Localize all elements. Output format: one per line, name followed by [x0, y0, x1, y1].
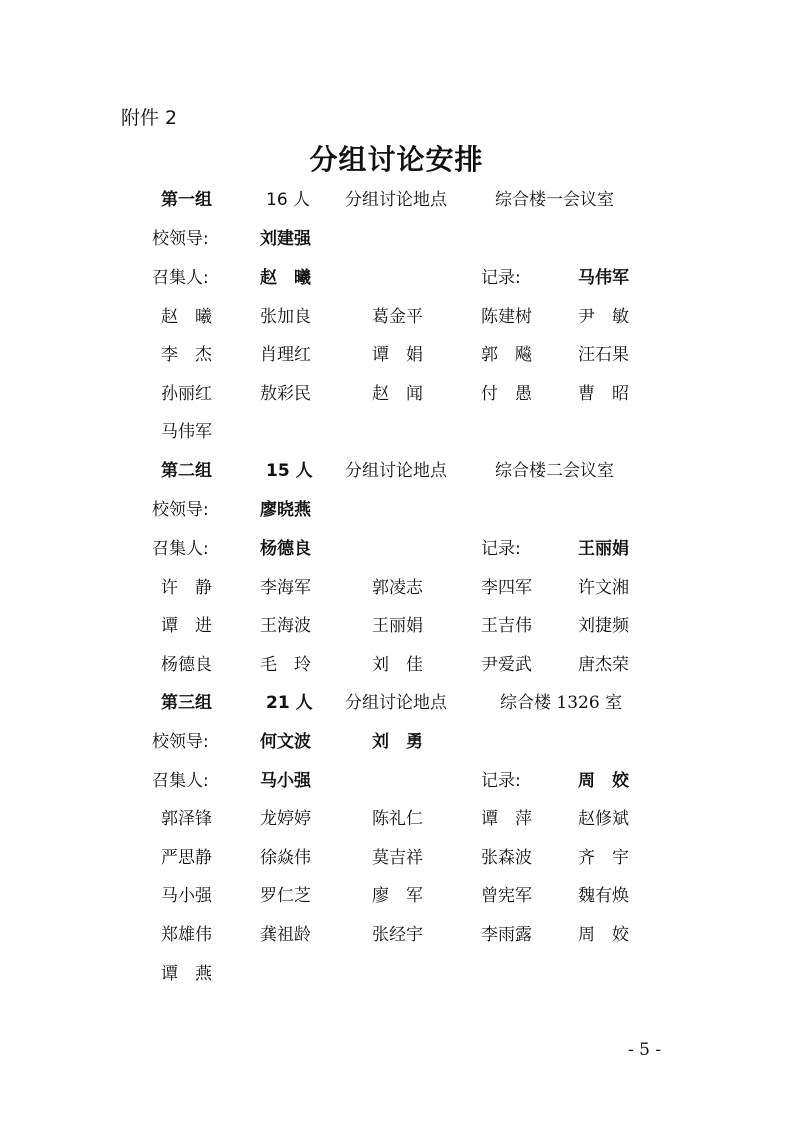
convener-label: 召集人:: [152, 539, 209, 559]
recorder-label: 记录:: [481, 539, 521, 559]
location-value: 综合楼 1326 室: [500, 693, 623, 713]
recorder-label: 记录:: [481, 268, 521, 288]
member-name: 陈建树: [481, 307, 532, 327]
location-value: 综合楼一会议室: [495, 190, 614, 210]
member-row: [0, 380, 793, 408]
member-name: 郑雄伟: [161, 925, 212, 945]
member-name: 赵 闻: [372, 384, 423, 404]
group-name: 第三组: [161, 693, 212, 713]
member-name: 魏有焕: [578, 886, 629, 906]
leader-name: 刘建强: [260, 229, 311, 249]
member-name: 许文湘: [578, 578, 629, 598]
member-name: 张经宇: [372, 925, 423, 945]
member-name: 李 杰: [161, 345, 212, 365]
member-name: 曾宪军: [481, 886, 532, 906]
convener-row: [0, 535, 793, 563]
member-name: 张加良: [260, 307, 311, 327]
member-row: [0, 418, 793, 446]
recorder-name: 马伟军: [578, 268, 629, 288]
leaders-row: [0, 728, 793, 756]
member-name: 唐杰荣: [578, 655, 629, 675]
member-row: [0, 921, 793, 949]
member-name: 赵修斌: [578, 809, 629, 829]
member-name: 王吉伟: [481, 616, 532, 636]
member-row: [0, 805, 793, 833]
location-label: 分组讨论地点: [345, 461, 447, 481]
leader-name: 何文波: [260, 732, 311, 752]
member-name: 毛 玲: [260, 655, 311, 675]
member-name: 曹 昭: [578, 384, 629, 404]
recorder-label: 记录:: [481, 771, 521, 791]
member-name: 谭 进: [161, 616, 212, 636]
member-name: 付 愚: [481, 384, 532, 404]
member-row: [0, 960, 793, 988]
leaders-label: 校领导:: [152, 229, 209, 249]
member-name: 谭 娟: [372, 345, 423, 365]
attachment-label: 附件 2: [121, 107, 178, 129]
leader-name: 刘 勇: [372, 732, 423, 752]
member-row: [0, 341, 793, 369]
convener-row: [0, 767, 793, 795]
convener-name: 赵 曦: [260, 268, 311, 288]
group-count: 15 人: [266, 461, 313, 481]
leader-name: 廖晓燕: [260, 500, 311, 520]
member-name: 郭泽锋: [161, 809, 212, 829]
member-name: 王丽娟: [372, 616, 423, 636]
member-row: [0, 612, 793, 640]
member-name: 葛金平: [372, 307, 423, 327]
convener-label: 召集人:: [152, 771, 209, 791]
location-label: 分组讨论地点: [345, 190, 447, 210]
member-name: 李海军: [260, 578, 311, 598]
member-name: 郭凌志: [372, 578, 423, 598]
recorder-name: 周 姣: [578, 771, 629, 791]
member-row: [0, 651, 793, 679]
member-name: 刘 佳: [372, 655, 423, 675]
member-name: 周 姣: [578, 925, 629, 945]
member-name: 谭 燕: [161, 964, 212, 984]
member-name: 孙丽红: [161, 384, 212, 404]
member-name: 尹 敏: [578, 307, 629, 327]
convener-label: 召集人:: [152, 268, 209, 288]
page-title: 分组讨论安排: [309, 143, 484, 176]
member-name: 许 静: [161, 578, 212, 598]
convener-name: 杨德良: [260, 539, 311, 559]
member-name: 莫吉祥: [372, 848, 423, 868]
member-name: 罗仁芝: [260, 886, 311, 906]
member-name: 严思静: [161, 848, 212, 868]
recorder-name: 王丽娟: [578, 539, 629, 559]
group-count: 16 人: [266, 190, 311, 210]
member-name: 王海波: [260, 616, 311, 636]
group-name: 第一组: [161, 190, 212, 210]
group-header-row: [0, 689, 793, 717]
member-name: 张森波: [481, 848, 532, 868]
member-name: 郭 飚: [481, 345, 532, 365]
member-name: 杨德良: [161, 655, 212, 675]
member-name: 赵 曦: [161, 307, 212, 327]
member-name: 马伟军: [161, 422, 212, 442]
group-name: 第二组: [161, 461, 212, 481]
location-value: 综合楼二会议室: [495, 461, 614, 481]
leaders-row: [0, 225, 793, 253]
member-name: 马小强: [161, 886, 212, 906]
member-row: [0, 303, 793, 331]
member-name: 刘捷频: [578, 616, 629, 636]
leaders-label: 校领导:: [152, 732, 209, 752]
member-name: 尹爱武: [481, 655, 532, 675]
leaders-label: 校领导:: [152, 500, 209, 520]
member-name: 汪石果: [578, 345, 629, 365]
member-row: [0, 574, 793, 602]
member-name: 齐 宇: [578, 848, 629, 868]
member-name: 陈礼仁: [372, 809, 423, 829]
convener-row: [0, 264, 793, 292]
group-header-row: [0, 457, 793, 485]
member-name: 徐焱伟: [260, 848, 311, 868]
member-name: 龙婷婷: [260, 809, 311, 829]
page-number: - 5 -: [628, 1040, 662, 1060]
member-name: 廖 军: [372, 886, 423, 906]
location-label: 分组讨论地点: [345, 693, 447, 713]
member-row: [0, 882, 793, 910]
leaders-row: [0, 496, 793, 524]
member-name: 肖理红: [260, 345, 311, 365]
member-name: 李四军: [481, 578, 532, 598]
member-row: [0, 844, 793, 872]
member-name: 谭 萍: [481, 809, 532, 829]
member-name: 龚祖龄: [260, 925, 311, 945]
member-name: 李雨露: [481, 925, 532, 945]
member-name: 敖彩民: [260, 384, 311, 404]
group-header-row: [0, 186, 793, 214]
group-count: 21 人: [266, 693, 313, 713]
convener-name: 马小强: [260, 771, 311, 791]
